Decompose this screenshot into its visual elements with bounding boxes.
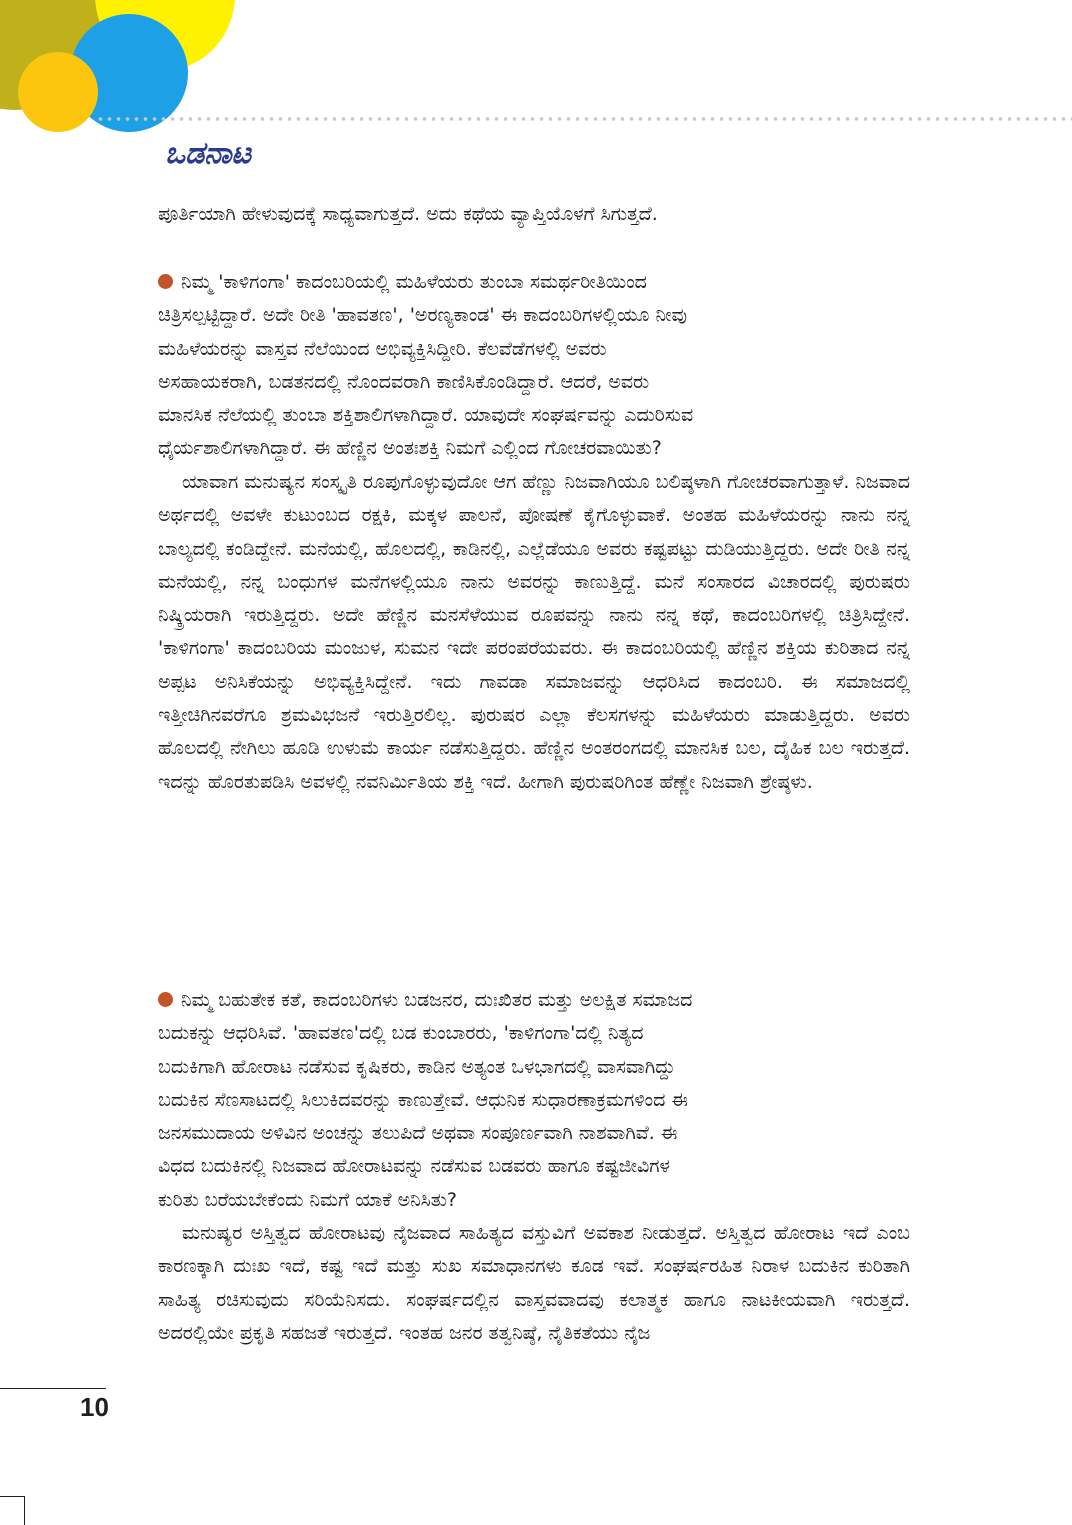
question-1 — [158, 266, 910, 466]
answer-2: ಮನುಷ್ಯರ ಅಸ್ತಿತ್ವದ ಹೋರಾಟವು ನೈಜವಾದ ಸಾಹಿತ್ಯದ ವಸ್ತುವಿಗೆ ಅವಕಾಶ ನೀಡುತ್ತದೆ. ಅಸ್ತಿತ್ವದ ಹೋರಾಟ ಇದೆ ಎಂಬ ಕಾರಣಕ್ಕಾಗಿ ದುಃಖ ಇದೆ, ಕಷ್ಟ ಇದೆ ಮತ್ತು ಸುಖ ಸಮಾಧಾನಗಳು ಕೂಡ ಇವೆ. ಸಂಘರ್ಷರಹಿತ ನಿರಾಳ ಬದುಕಿನ ಕುರಿತಾಗಿ ಸಾಹಿತ್ಯ ರಚಿಸುವುದು ಸರಿಯೆನಿಸದು. ಸಂಘರ್ಷದಲ್ಲಿನ ವಾಸ್ತವವಾದವು ಕಲಾತ್ಮಕ ಹಾಗೂ ನಾಟಕೀಯವಾಗಿ ಇರುತ್ತದೆ. ಅದರಲ್ಲಿಯೇ ಪ್ರಕೃತಿ ಸಹಜತೆ ಇರುತ್ತದೆ. ಇಂತಹ ಜನರ ತತ್ವನಿಷ್ಠೆ, ನೈತಿಕತೆಯು ನೈಜ — [158, 1222, 910, 1344]
bullet-icon — [158, 992, 173, 1007]
question-1-line: ಮಹಿಳೆಯರನ್ನು ವಾಸ್ತವ ನೆಲೆಯಿಂದ ಅಭಿವ್ಯಕ್ತಿಸಿದ್ದೀರಿ. ಕೆಲವೆಡೆಗಳಲ್ಲಿ ಅವರು — [158, 337, 607, 360]
crop-mark — [0, 1496, 24, 1497]
page-number: 10 — [80, 1392, 109, 1422]
question-2-line: ಬದುಕಿಗಾಗಿ ಹೋರಾಟ ನಡೆಸುವ ಕೃಷಿಕರು, ಕಾಡಿನ ಅತ್ಯಂತ ಒಳಭಾಗದಲ್ಲಿ ವಾಸವಾಗಿದ್ದು — [158, 1055, 676, 1078]
footer-rule — [0, 1388, 106, 1389]
question-2-line: ಬದುಕನ್ನು ಆಧರಿಸಿವೆ. 'ಹಾವತಣ'ದಲ್ಲಿ ಬಡ ಕುಂಬಾರರು, 'ಕಾಳಿಗಂಗಾ'ದಲ್ಲಿ ನಿತ್ಯದ — [158, 1022, 644, 1045]
bullet-icon — [158, 274, 173, 289]
question-1-line: ಚಿತ್ರಿಸಲ್ಪಟ್ಟಿದ್ದಾರೆ. ಅದೇ ರೀತಿ 'ಹಾವತಣ', 'ಅರಣ್ಯಕಾಂಡ' ಈ ಕಾದಂಬರಿಗಳಲ್ಲಿಯೂ ನೀವು — [158, 304, 687, 327]
question-2-line: ಕುರಿತು ಬರೆಯಬೇಕೆಂದು ನಿಮಗೆ ಯಾಕೆ ಅನಿಸಿತು? — [158, 1188, 457, 1211]
question-1-line-text: ನಿಮ್ಮ 'ಕಾಳಿಗಂಗಾ' ಕಾದಂಬರಿಯಲ್ಲಿ ಮಹಿಳೆಯರು ತುಂಬಾ ಸಮರ್ಥರೀತಿಯಿಂದ — [181, 271, 647, 293]
question-1-line: ಅಸಹಾಯಕರಾಗಿ, ಬಡತನದಲ್ಲಿ ನೊಂದವರಾಗಿ ಕಾಣಿಸಿಕೊಂಡಿದ್ದಾರೆ. ಆದರೆ, ಅವರು — [158, 370, 650, 393]
question-1-line — [158, 266, 910, 299]
question-2-line: ಜನಸಮುದಾಯ ಅಳಿವಿನ ಅಂಚನ್ನು ತಲುಪಿದೆ ಅಥವಾ ಸಂಪೂರ್ಣವಾಗಿ ನಾಶವಾಗಿವೆ. ಈ — [158, 1122, 678, 1145]
question-1-line: ಮಾನಸಿಕ ನೆಲೆಯಲ್ಲಿ ತುಂಬಾ ಶಕ್ತಿಶಾಲಿಗಳಾಗಿದ್ದಾರೆ. ಯಾವುದೇ ಸಂಘರ್ಷವನ್ನು ಎದುರಿಸುವ — [158, 404, 694, 427]
intro-paragraph: ಪೂರ್ತಿಯಾಗಿ ಹೇಳುವುದಕ್ಕೆ ಸಾಧ್ಯವಾಗುತ್ತದೆ. ಅದು ಕಥೆಯ ವ್ಯಾಪ್ತಿಯೊಳಗೆ ಸಿಗುತ್ತದೆ. — [158, 203, 658, 225]
section-title: ಒಡನಾಟ — [165, 136, 252, 171]
question-2-line: ಬದುಕಿನ ಸೆಣಸಾಟದಲ್ಲಿ ಸಿಲುಕಿದವರನ್ನು ಕಾಣುತ್ತೇವೆ. ಆಧುನಿಕ ಸುಧಾರಣಾಕ್ರಮಗಳಿಂದ ಈ — [158, 1088, 688, 1111]
answer-1: ಯಾವಾಗ ಮನುಷ್ಯನ ಸಂಸ್ಕೃತಿ ರೂಪುಗೊಳ್ಳುವುದೋ ಆಗ ಹೆಣ್ಣು ನಿಜವಾಗಿಯೂ ಬಲಿಷ್ಠಳಾಗಿ ಗೋಚರವಾಗುತ್ತಾಳೆ. ನಿಜವಾದ ಅರ್ಥದಲ್ಲಿ ಅವಳೇ ಕುಟುಂಬದ ರಕ್ಷಕಿ, ಮಕ್ಕಳ ಪಾಲನೆ, ಪೋಷಣೆ ಕೈಗೊಳ್ಳುವಾಕೆ. ಅಂತಹ ಮಹಿಳೆಯರನ್ನು ನಾನು ನನ್ನ ಬಾಲ್ಯದಲ್ಲಿ ಕಂಡಿದ್ದೇನೆ. ಮನೆಯಲ್ಲಿ, ಹೊಲದಲ್ಲಿ, ಕಾಡಿನಲ್ಲಿ, ಎಲ್ಲೆಡೆಯೂ ಅವರು ಕಷ್ಟಪಟ್ಟು ದುಡಿಯುತ್ತಿದ್ದರು. ಅದೇ ರೀತಿ ನನ್ನ ಮನೆಯಲ್ಲಿ, ನನ್ನ ಬಂಧುಗಳ ಮನೆಗಳಲ್ಲಿಯೂ ನಾನು ಅವರನ್ನು ಕಾಣುತ್ತಿದ್ದೆ. ಮನೆ ಸಂಸಾರದ ವಿಚಾರದಲ್ಲಿ ಪುರುಷರು ನಿಷ್ಕ್ರಿಯರಾಗಿ ಇರುತ್ತಿದ್ದರು. ಅದೇ ಹೆಣ್ಣಿನ ಮನಸೆಳೆಯುವ ರೂಪವನ್ನು ನಾನು ನನ್ನ ಕಥೆ, ಕಾದಂಬರಿಗಳಲ್ಲಿ ಚಿತ್ರಿಸಿದ್ದೇನೆ. 'ಕಾಳಿಗಂಗಾ' ಕಾದಂಬರಿಯ ಮಂಜುಳ, ಸುಮನ ಇದೇ ಪರಂಪರೆಯವರು. ಈ ಕಾದಂಬರಿಯಲ್ಲಿ ಹೆಣ್ಣಿನ ಶಕ್ತಿಯ ಕುರಿತಾದ ನನ್ನ ಅಪ್ಪಟ ಅನಿಸಿಕೆಯನ್ನು ಅಭಿವ್ಯಕ್ತಿಸಿದ್ದೇನೆ. ಇದು ಗಾವಡಾ ಸಮಾಜವನ್ನು ಆಧರಿಸಿದ ಕಾದಂಬರಿ. ಈ ಸಮಾಜದಲ್ಲಿ ಇತ್ತೀಚಿಗಿನವರೆಗೂ ಶ್ರಮವಿಭಜನೆ ಇರುತ್ತಿರಲಿಲ್ಲ. ಪುರುಷರ ಎಲ್ಲಾ ಕೆಲಸಗಳನ್ನು ಮಹಿಳೆಯರು ಮಾಡುತ್ತಿದ್ದರು. ಅವರು ಹೊಲದಲ್ಲಿ ನೇಗಿಲು ಹೂಡಿ ಉಳುಮೆ ಕಾರ್ಯ ನಡೆಸುತ್ತಿದ್ದರು. ಹೆಣ್ಣಿನ ಅಂತರಂಗದಲ್ಲಿ ಮಾನಸಿಕ ಬಲ, ದೈಹಿಕ ಬಲ ಇರುತ್ತದೆ. ಇದನ್ನು ಹೊರತುಪಡಿಸಿ ಅವಳಲ್ಲಿ ನವನಿರ್ಮಿತಿಯ ಶಕ್ತಿ ಇದೆ. ಹೀಗಾಗಿ ಪುರುಷರಿಗಿಂತ ಹೆಣ್ಣೇ ನಿಜವಾಗಿ ಶ್ರೇಷ್ಠಳು. — [158, 471, 910, 793]
question-2-line-text: ನಿಮ್ಮ ಬಹುತೇಕ ಕತೆ, ಕಾದಂಬರಿಗಳು ಬಡಜನರ, ದುಃಖಿತರ ಮತ್ತು ಅಲಕ್ಷಿತ ಸಮಾಜದ — [181, 989, 693, 1011]
decor-circle-orange — [18, 52, 98, 132]
question-2-line: ವಿಧದ ಬದುಕಿನಲ್ಲಿ ನಿಜವಾದ ಹೋರಾಟವನ್ನು ನಡೆಸುವ ಬಡವರು ಹಾಗೂ ಕಷ್ಟಜೀವಿಗಳ — [158, 1155, 670, 1178]
crop-mark — [24, 1496, 25, 1525]
question-2 — [158, 984, 910, 1217]
header-dotted-rule — [96, 116, 1072, 122]
question-2-line — [158, 984, 910, 1017]
question-1-line: ಧೈರ್ಯಶಾಲಿಗಳಾಗಿದ್ದಾರೆ. ಈ ಹೆಣ್ಣಿನ ಅಂತಃಶಕ್ತಿ ನಿಮಗೆ ಎಲ್ಲಿಂದ ಗೋಚರವಾಯಿತು? — [158, 437, 662, 460]
